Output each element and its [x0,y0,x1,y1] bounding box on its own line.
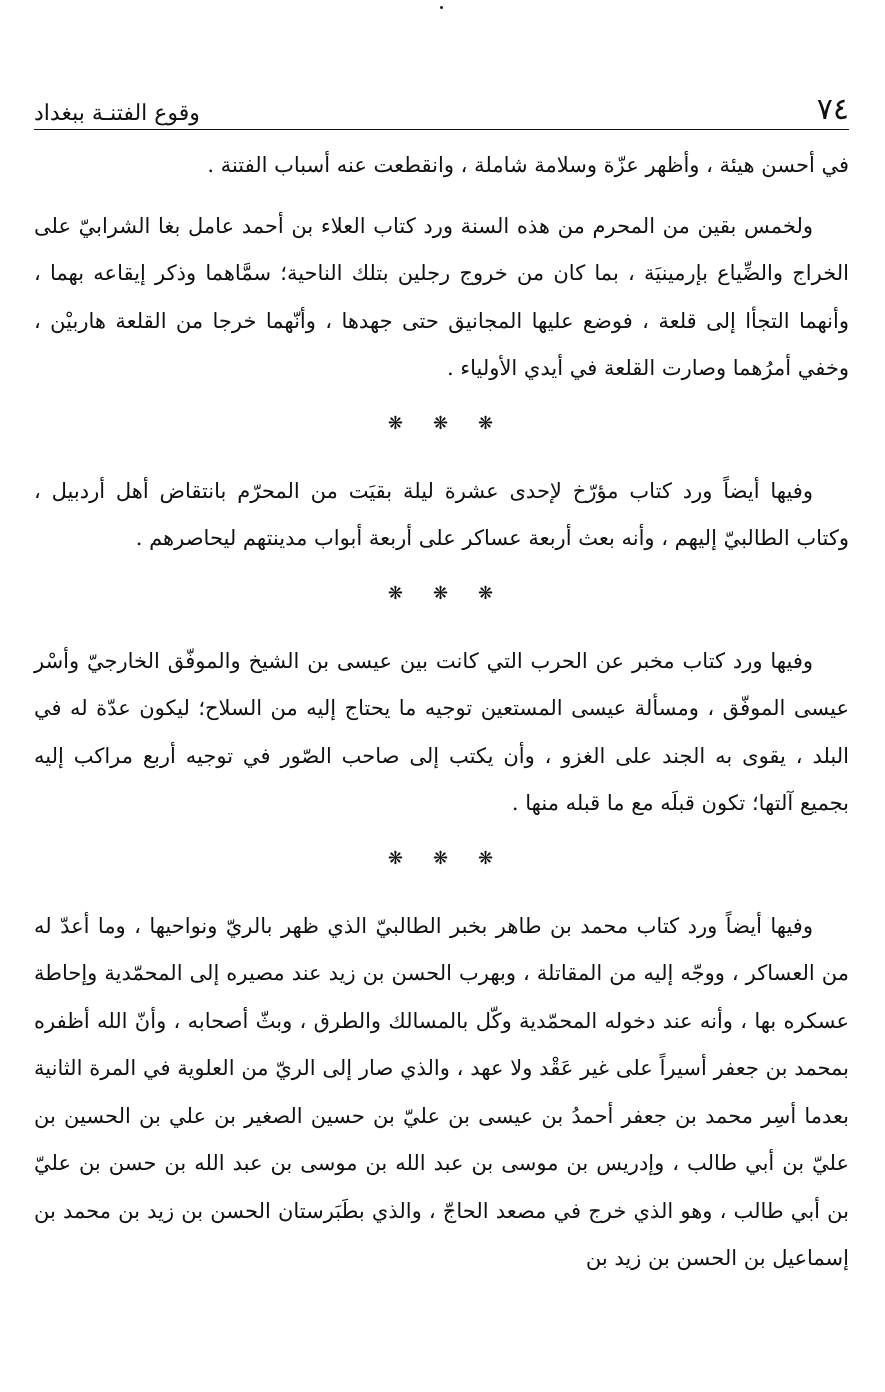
paragraph-4: وفيها ورد كتاب مخبر عن الحرب التي كانت بين عيسى بن الشيخ والموفّق الخارجيّ وأسْر عيسى الموفّق ، ومسألة عيسى المستعين توجيه ما يحتاج إليه من السلاح؛ ليكون عدّة له في البلد ، يقوى به الجند على الغزو ، وأن يكتب إلى صاحب الصّور في توجيه أربع مراكب إليه بجميع آلتها؛ تكون قبلَه مع ما قبله منها . [34,648,849,815]
asterism-mark: ❋ [432,412,451,434]
asterism-mark: ❋ [432,847,451,869]
section-separator-1 [34,393,849,455]
asterism-mark: ❋ [387,847,405,869]
printer-mark [440,6,443,9]
running-header [34,80,849,130]
page-number: ٧٤ [816,92,849,127]
asterism-mark: ❋ [478,847,496,869]
body-text [34,142,849,1283]
section-separator-3 [34,828,849,890]
running-title: وقوع الفتنـة ببغداد [34,101,200,126]
asterism-mark: ❋ [478,582,496,604]
asterism-mark: ❋ [387,582,405,604]
paragraph-3: وفيها أيضاً ورد كتاب مؤرّخ لإحدى عشرة ليلة بقيَت من المحرّم بانتقاض أهل أردبيل ، وكتاب الطالبيّ إليهم ، وأنه بعث أربعة عساكر على أربعة أبواب مدينتهم ليحاصرهم . [34,478,849,550]
asterism-mark: ❋ [478,412,496,434]
paragraph-2: ولخمس بقين من المحرم من هذه السنة ورد كتاب العلاء بن أحمد عامل بغا الشرابيّ على الخراج والضِّياع بإرمينيَة ، بما كان من خروج رجلين بتلك الناحية؛ سمَّاهما وذكر إيقاعه بهما ، وأنهما التجأا إلى قلعة ، فوضع عليها المجانيق حتى جهدها ، وأنّهما خرجا من القلعة هاربيْن ، وخفي أمرُهما وصارت القلعة في أيدي الأولياء . [34,213,849,380]
section-separator-2 [34,563,849,625]
paragraph-1: في أحسن هيئة ، وأظهر عزّة وسلامة شاملة ، وانقطعت عنه أسباب الفتنة . [207,153,849,177]
asterism-mark: ❋ [387,412,405,434]
asterism-mark: ❋ [432,582,451,604]
paragraph-5: وفيها أيضاً ورد كتاب محمد بن طاهر بخبر الطالبيّ الذي ظهر بالريّ ونواحيها ، وما أعدّ له من العساكر ، ووجّه إليه من المقاتلة ، وبهرب الحسن بن زيد عند مصيره إلى المحمّدية وإحاطة عسكره بها ، وأنه عند دخوله المحمّدية وكّل بالمسالك والطرق ، وبثّ أصحابه ، وأنّ الله أظفره بمحمد بن جعفر أسيراً على غير عَقْد ولا عهد ، والذي صار إلى الريّ من العلوية في المرة الثانية بعدما أسِر محمد بن جعفر أحمدُ بن عيسى بن عليّ بن حسين الصغير بن علي بن الحسين بن عليّ بن أبي طالب ، وإدريس بن موسى بن عبد الله بن موسى بن عبد الله بن حسن بن عليّ بن أبي طالب ، وهو الذي خرج في مصعد الحاجّ ، والذي بطَبَرستان الحسن بن زيد بن محمد بن إسماعيل بن الحسن بن زيد بن [34,913,849,1270]
